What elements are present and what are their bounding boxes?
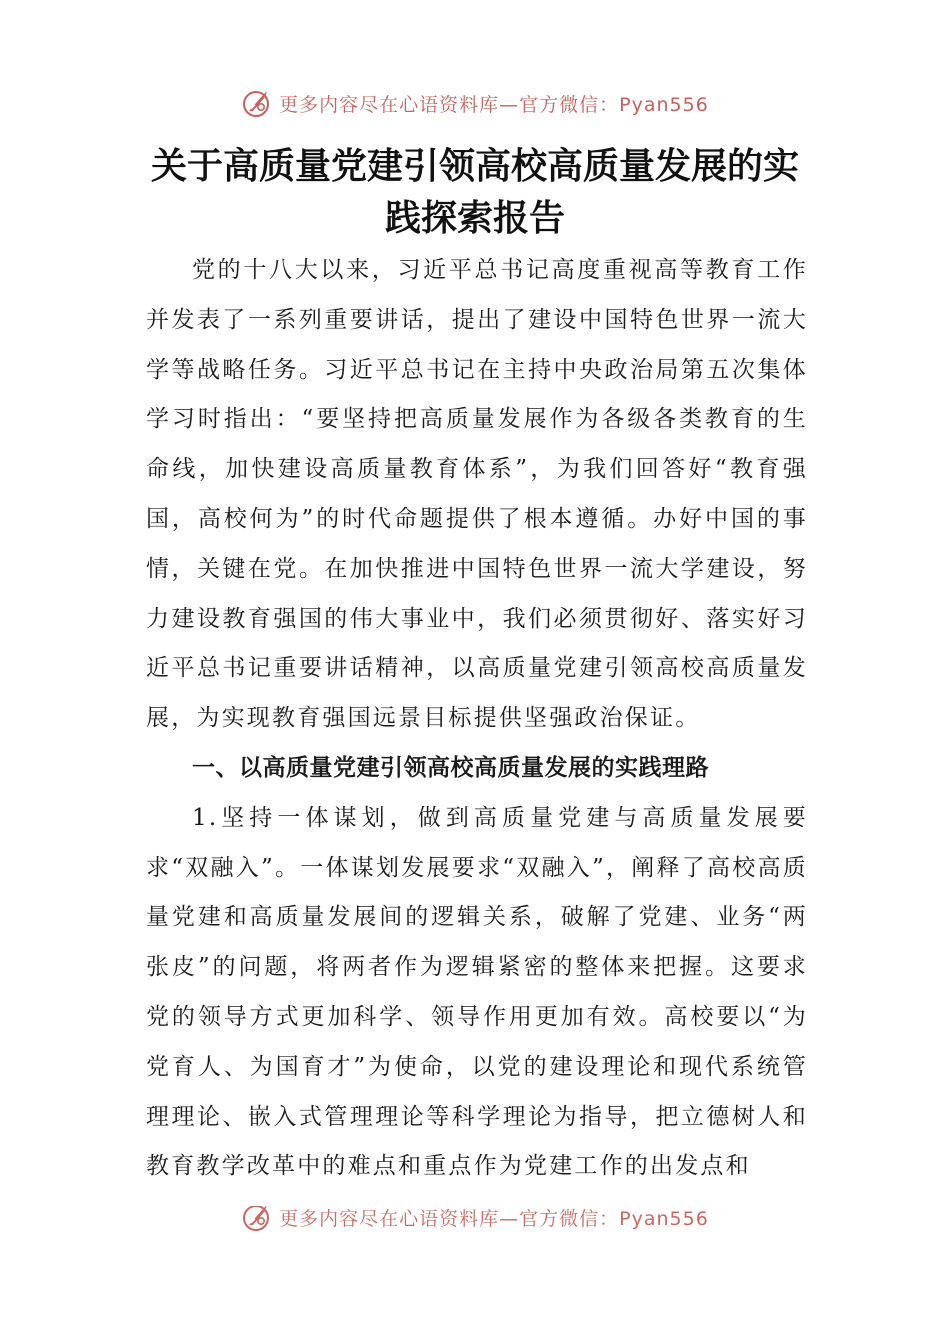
watermark-text: 更多内容尽在心语资料库—官方微信：Pyan556 (279, 1207, 709, 1230)
intro-paragraph: 党的十八大以来，习近平总书记高度重视高等教育工作并发表了一系列重要讲话，提出了建设中国特色世界一流大学等战略任务。习近平总书记在主持中央政治局第五次集体学习时指出：“要坚持把高质量发展作为各级各类教育的生命线，加快建设高质量教育体系”，为我们回答好“教育强国，高校何为”的时代命题提供了根本遵循。办好中国的事情，关键在党。在加快推进中国特色世界一流大学建设，努力建设教育强国的伟大事业中，我们必须贯彻好、落实好习近平总书记重要讲话精神，以高质量党建引领高校高质量发展，为实现教育强国远景目标提供坚强政治保证。 (146, 257, 808, 732)
pen-quill-logo-icon (241, 87, 273, 119)
pen-quill-logo-icon (241, 1206, 273, 1233)
watermark-text: 更多内容尽在心语资料库—官方微信：Pyan556 (279, 93, 709, 116)
footer-watermark (0, 1206, 950, 1236)
subsection-paragraph: 1.坚持一体谋划，做到高质量党建与高质量发展要求“双融入”。一体谋划发展要求“双融入”，阐释了高校高质量党建和高质量发展间的逻辑关系，破解了党建、业务“两张皮”的问题，将两者作为逻辑紧密的整体来把握。这要求党的领导方式更加科学、领导作用更加有效。高校要以“为党育人、为国育才”为使命，以党的建设理论和现代系统管理理论、嵌入式管理理论等科学理论为指导，把立德树人和教育教学改革中的难点和重点作为党建工作的出发点和 (146, 804, 808, 1180)
header-watermark (0, 86, 950, 120)
document-title: 关于高质量党建引领高校高质量发展的实践探索报告 (150, 145, 799, 239)
document-body (146, 246, 808, 1192)
section-heading: 一、以高质量党建引领高校高质量发展的实践理路 (192, 754, 709, 781)
